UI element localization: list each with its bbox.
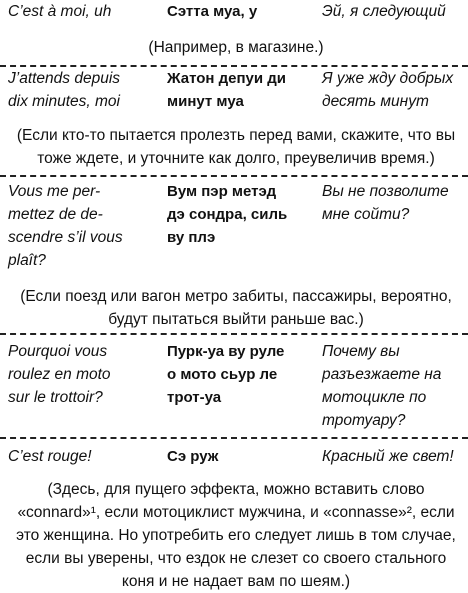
russian-translation: Красный же свет! — [322, 448, 454, 465]
transcription: Вум пэр метэд дэ сондра, силь ву плэ — [167, 183, 288, 246]
usage-note: (Если кто-то пытается пролезть перед вами, скажите, что вы тоже ждете, и уточните как долго, преувеличив время.) — [16, 127, 456, 167]
dashed-divider — [0, 437, 468, 439]
transcription: Сэтта муа, у — [167, 3, 258, 20]
dashed-divider — [0, 175, 468, 177]
usage-note: (Например, в магазине.) — [148, 39, 324, 56]
usage-note: (Если поезд или вагон метро забиты, пассажиры, вероятно, будут пытаться выйти раньше вас.) — [20, 288, 452, 328]
french-phrase: Pourquoi vous roulez en moto sur le trottoir? — [8, 343, 111, 406]
russian-translation: Эй, я следующий — [322, 3, 446, 20]
transcription: Пурк-уа ву руле о мото сьур ле трот-уа — [167, 343, 285, 406]
french-phrase: J’attends depuis dix minutes, moi — [8, 70, 121, 110]
dashed-divider — [0, 333, 468, 335]
french-phrase: Vous me per- mettez de de- scendre s’il vous plaît? — [8, 183, 123, 269]
transcription: Сэ руж — [167, 448, 219, 465]
russian-translation: Почему вы разъезжаете на мотоцикле по тротуару? — [322, 343, 442, 429]
french-phrase: C’est rouge! — [8, 448, 92, 465]
russian-translation: Вы не позволите мне сойти? — [322, 183, 449, 223]
russian-translation: Я уже жду добрых десять минут — [322, 70, 454, 110]
usage-note: (Здесь, для пущего эффекта, можно вставить слово «connard»¹, если мотоциклист мужчина, и «connasse»², если это женщина. Но употребить его следует лишь в том случае, если вы уверены, что ездок не слезет со своего стального коня и не надает вам по шеям.) — [16, 481, 456, 590]
transcription: Жатон депуи ди минут муа — [167, 70, 287, 110]
french-phrase: C’est à moi, uh — [8, 3, 112, 20]
